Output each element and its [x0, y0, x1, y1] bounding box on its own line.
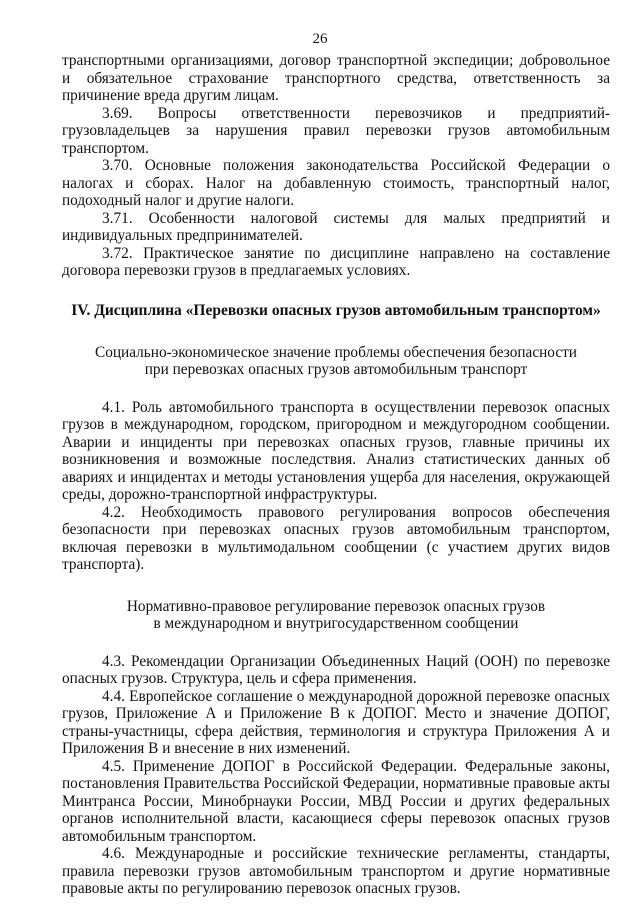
paragraph-4-6: 4.6. Международные и российские технические регламенты, стандарты, правила перевозки грузов автомобильным транспортом и другие нормативные правовые акты по регулированию перевозок опасных грузов.	[62, 845, 610, 897]
paragraph-3-72: 3.72. Практическое занятие по дисциплине направлено на составление договора перевозки грузов в предлагаемых условиях.	[62, 244, 610, 279]
paragraph-3-69: 3.69. Вопросы ответственности перевозчиков и предприятий-грузовладельцев за нарушения правил перевозки грузов автомобильным транспортом.	[62, 104, 610, 157]
subsection-2-title	[62, 598, 610, 633]
paragraph-3-70: 3.70. Основные положения законодательства Российской Федерации о налогах и сборах. Налог на добавленную стоимость, транспортный налог, подоходный налог и другие налоги.	[62, 157, 610, 209]
subsection-1-body	[62, 399, 610, 574]
page-body	[62, 52, 610, 898]
paragraph-3-71: 3.71. Особенности налоговой системы для малых предприятий и индивидуальных предпринимателей.	[62, 209, 610, 244]
subsection-1-title	[62, 344, 610, 379]
paragraph-4-1: 4.1. Роль автомобильного транспорта в осуществлении перевозок опасных грузов в международном, городском, пригородном и междугородном сообщении. Аварии и инциденты при перевозках опасных грузов, главные причины их возникновения и возможные последствия. Анализ статистических данных об авариях и инцидентах и методы установления ущерба для населения, окружающей среды, дорожно-транспортной инфраструктуры.	[62, 398, 610, 503]
paragraph-continued: транспортными организациями, договор транспортной экспедиции; добровольное и обязательное страхование транспортного средства, ответственность за причинение вреда другим лицам.	[62, 52, 610, 104]
page-number: 26	[312, 31, 328, 47]
subsection-2-title-line-2: в международном и внутригосударственном сообщении	[153, 615, 519, 632]
paragraph-4-3: 4.3. Рекомендации Организации Объединенных Наций (ООН) по перевозке опасных грузов. Структура, цель и сфера применения.	[62, 652, 610, 687]
subsection-1-title-line-1: Социально-экономическое значение проблемы обеспечения безопасности	[95, 343, 577, 361]
subsection-2-title-line-1: Нормативно-правовое регулирование перевозок опасных грузов	[126, 597, 546, 615]
paragraph-4-4: 4.4. Европейское соглашение о международной дорожной перевозке опасных грузов, Приложение А и Приложение В к ДОПОГ. Место и значение ДОПОГ, страны-участницы, сфера действия, терминология и структура Приложения А и Приложения В и внесение в них изменений.	[62, 687, 610, 757]
section-iv-heading: IV. Дисциплина «Перевозки опасных грузов автомобильным транспортом»	[71, 301, 601, 319]
subsection-1-title-line-2: при перевозках опасных грузов автомобильным транспорт	[144, 361, 528, 378]
paragraph-4-5: 4.5. Применение ДОПОГ в Российской Федерации. Федеральные законы, постановления Правительства Российской Федерации, нормативные правовые акты Минтранса России, Минобрнауки России, МВД России и других федеральных органов исполнительной власти, касающиеся сферы перевозок опасных грузов автомобильным транспортом.	[62, 757, 610, 845]
subsection-2-body	[62, 653, 610, 898]
paragraph-4-2: 4.2. Необходимость правового регулирования вопросов обеспечения безопасности при перевозках опасных грузов автомобильным транспортом, включая перевозки в мультимодальном сообщении (с участием других видов транспорта).	[62, 503, 610, 573]
